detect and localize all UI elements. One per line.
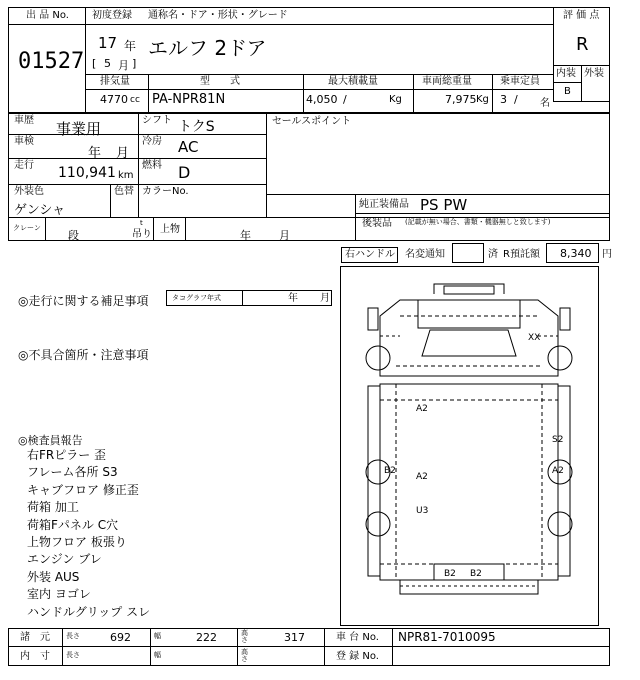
- equipment-value: PS PW: [420, 196, 468, 214]
- max-load-label: 最大積載量: [328, 76, 378, 87]
- inner-dim-label: 内 寸: [20, 651, 50, 662]
- reg-month-unit: 月: [118, 59, 129, 72]
- rear-outline: [400, 580, 538, 594]
- cargo-edge-lines: [380, 400, 558, 564]
- roof-panel: [444, 286, 494, 294]
- mark-b2-left: B2: [384, 466, 396, 476]
- mark-a2-top: A2: [416, 404, 428, 414]
- recycle-label: R預託額: [503, 249, 540, 260]
- interior-score: B: [564, 86, 571, 97]
- report-line: 上物フロア 板張り: [27, 534, 127, 549]
- name-change-box: [452, 243, 484, 263]
- chassis-number: NPR81-7010095: [398, 630, 496, 644]
- mileage-unit: km: [118, 170, 134, 181]
- cargo-body-outline: [380, 384, 558, 580]
- displacement-value: 4770: [100, 93, 128, 106]
- inner-height-label: 高さ: [241, 648, 248, 663]
- report-line: ハンドルグリップ スレ: [27, 604, 151, 619]
- lift-month: 月: [279, 229, 290, 242]
- lift-label: 上物: [160, 224, 180, 235]
- interior-label: 内装: [556, 68, 576, 79]
- exterior-label: 外装: [584, 68, 604, 79]
- inspection-year-unit: 年: [88, 146, 102, 161]
- capacity-value: 3: [500, 93, 507, 106]
- inspector-report-list: [27, 446, 247, 620]
- reg-year-unit: 年: [124, 39, 137, 53]
- fuel-value: D: [178, 163, 191, 182]
- equipment-label: 純正装備品: [359, 199, 409, 210]
- footer-frame: [8, 628, 610, 666]
- report-line: キャブフロア 修正歪: [27, 482, 139, 497]
- mirror-left: [368, 308, 378, 330]
- first-reg-label: 初度登録: [92, 10, 132, 21]
- reg-month: 5: [104, 57, 111, 70]
- reg-year: 17: [98, 34, 118, 52]
- model-name: エルフ 2ドア: [148, 36, 267, 60]
- inspection-month-unit: 月: [116, 146, 130, 161]
- mark-s2: S2: [552, 435, 564, 445]
- sales-point-label: セールスポイント: [272, 116, 352, 127]
- mark-u3: U3: [416, 506, 429, 516]
- mirror-right: [560, 308, 570, 330]
- inspection-label: 車検: [14, 136, 34, 147]
- crane-t: t: [140, 219, 143, 227]
- mark-b2-bottom-1: B2: [444, 569, 456, 579]
- max-load-kg: Kg: [389, 94, 402, 105]
- width-value: 222: [196, 631, 217, 644]
- chassis-label: 車 台 No.: [336, 632, 379, 643]
- ac-label: 冷房: [142, 136, 162, 147]
- color-label: 外装色: [14, 186, 44, 197]
- lot-number: 01527: [18, 49, 85, 74]
- grade-label: 評 価 点: [563, 10, 600, 21]
- report-line: フレーム各所 S3: [27, 465, 118, 480]
- wheel-rear-left: [366, 512, 390, 536]
- score-value: R: [576, 34, 589, 55]
- ac-value: AC: [178, 138, 199, 156]
- width-label: 幅: [154, 632, 161, 640]
- recycle-unit: 円: [602, 249, 612, 260]
- windshield: [422, 330, 516, 356]
- report-line: 室内 ヨゴレ: [27, 587, 91, 602]
- model-code: PA-NPR81N: [152, 92, 226, 107]
- name-label: 通称名・ドア・形状・グレード: [148, 10, 288, 21]
- driving-notes-heading: ◎走行に関する補足事項: [18, 294, 149, 308]
- capacity-sep: /: [514, 93, 518, 106]
- report-line: 荷箱 加工: [27, 500, 79, 515]
- windshield-frame: [418, 300, 520, 328]
- report-line: エンジン ブレ: [27, 552, 102, 567]
- wheel-front-right: [548, 346, 572, 370]
- max-load-value: 4,050: [306, 93, 338, 106]
- aftermarket-label: 後装品: [362, 218, 392, 229]
- wheel-rear-right: [548, 512, 572, 536]
- reg-month-bracket-close: ]: [132, 57, 137, 70]
- tachograph-month: 月: [320, 293, 330, 304]
- mark-xx: XX: [528, 333, 541, 343]
- max-load-sep: /: [343, 93, 347, 106]
- crane-stage: 段: [68, 229, 79, 242]
- gvw-value: 7,975: [445, 93, 477, 106]
- defects-heading: ◎不具合箇所・注意事項: [18, 348, 149, 362]
- reg-no-label: 登 録 No.: [336, 651, 379, 662]
- lot-label: 出 品 No.: [26, 10, 69, 21]
- name-change-label: 名変通知: [405, 249, 445, 260]
- truck-diagram: [340, 266, 599, 626]
- displacement-unit: cc: [130, 95, 140, 105]
- gvw-label: 車両総重量: [422, 76, 472, 87]
- length-value: 692: [110, 631, 131, 644]
- report-line: 荷箱Fパネル C穴: [27, 517, 119, 532]
- mark-a2-mid: A2: [416, 472, 428, 482]
- color-code-label: カラーNo.: [142, 186, 189, 197]
- recycle-amount: 8,340: [560, 247, 592, 260]
- tachograph-label: タコグラフ年式: [172, 294, 221, 302]
- mark-b2-bottom-2: B2: [470, 569, 482, 579]
- height-value: 317: [284, 631, 305, 644]
- recycle-mark: 済: [488, 249, 498, 260]
- lift-year: 年: [240, 229, 251, 242]
- wheel-front-left: [366, 346, 390, 370]
- history-value: 事業用: [56, 120, 102, 138]
- report-line: 右FRピラー 歪: [27, 448, 107, 462]
- mileage-label: 走行: [14, 160, 34, 171]
- shift-label: シフト: [142, 115, 172, 126]
- gvw-kg: Kg: [476, 94, 489, 105]
- history-label: 車歴: [14, 115, 34, 126]
- inspector-heading: ◎検査員報告: [18, 434, 83, 447]
- spec-label: 諸 元: [20, 632, 50, 643]
- tachograph-year: 年: [288, 293, 298, 304]
- mileage-value: 110,941: [58, 165, 116, 181]
- displacement-label: 排気量: [100, 76, 130, 87]
- mark-a2-right: A2: [552, 466, 564, 476]
- crane-label: クレーン: [13, 224, 41, 232]
- fuel-label: 燃料: [142, 160, 162, 171]
- type-label: 型 式: [200, 76, 240, 87]
- crane-hoist: 吊り: [132, 229, 152, 240]
- color-change-label: 色替: [114, 186, 134, 197]
- reg-month-bracket-open: [: [92, 57, 97, 70]
- inner-length-label: 長さ: [66, 651, 80, 659]
- height-label: 高さ: [241, 629, 248, 644]
- handle-value: 右ハンドル: [345, 249, 395, 260]
- report-line: 外装 AUS: [27, 569, 80, 584]
- aftermarket-note: (記載が無い場合、書類・機器無しと致します): [405, 218, 551, 226]
- capacity-label: 乗車定員: [500, 76, 540, 87]
- capacity-unit: 名: [540, 98, 550, 109]
- shift-value: トクS: [178, 119, 215, 135]
- inner-width-label: 幅: [154, 651, 161, 659]
- length-label: 長さ: [66, 632, 80, 640]
- color-value: ゲンシャ: [14, 203, 66, 218]
